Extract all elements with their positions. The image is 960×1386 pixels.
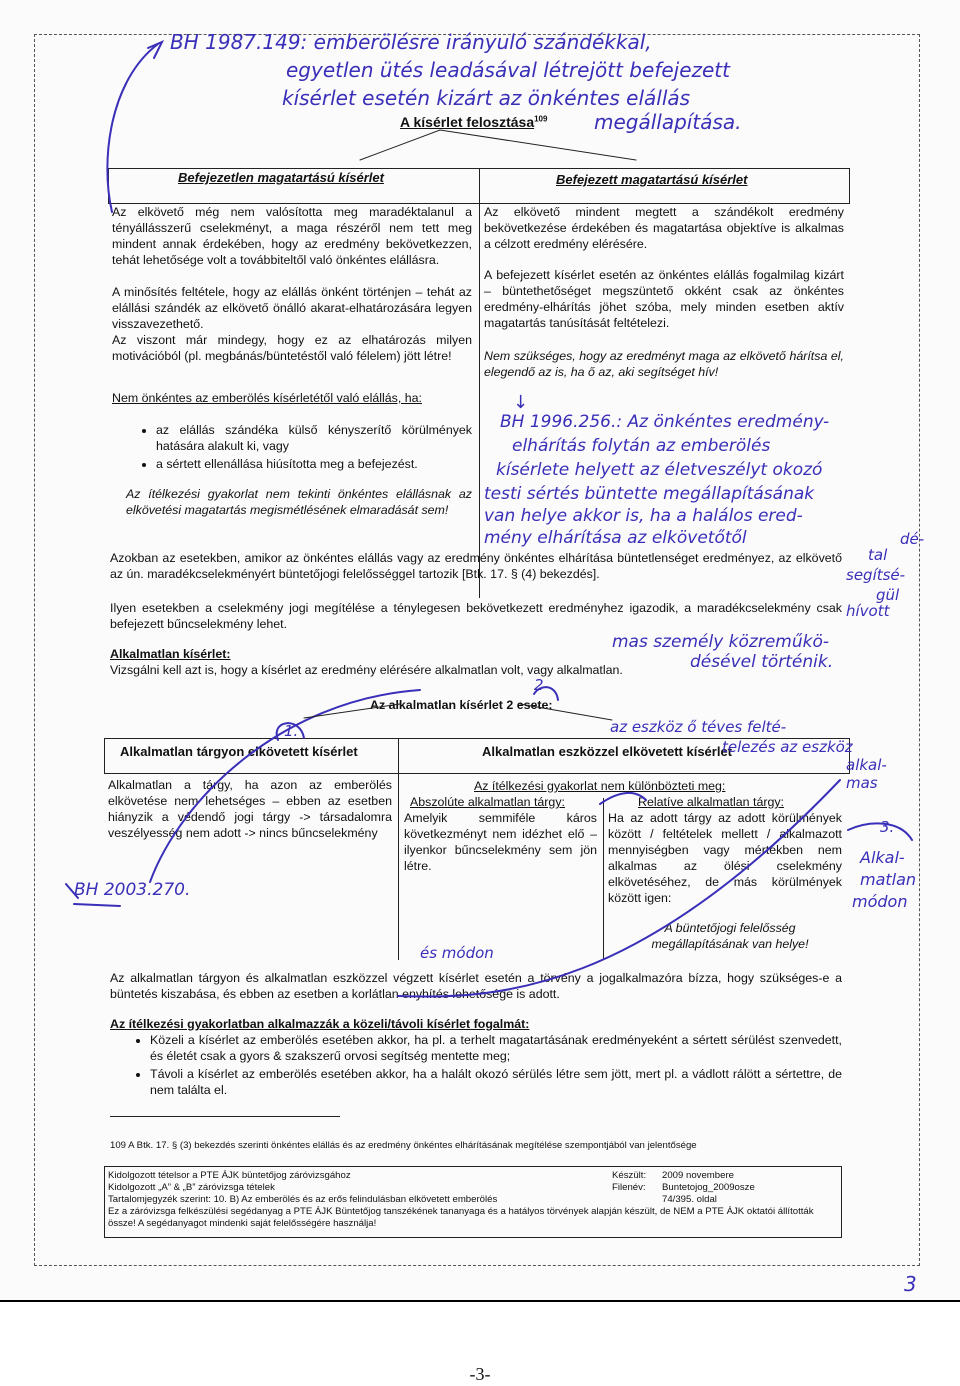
handwritten-margin-3: segítsé-: [846, 566, 906, 584]
not-voluntary-title: Nem önkéntes az emberölés kísérletétől való elállás, ha:: [112, 391, 422, 405]
two-mark: [534, 687, 558, 700]
handwritten-note-right-7: mas személy közreműkö-: [612, 632, 830, 652]
unfit-attempt-text: Vizsgálni kell azt is, hogy a kísérlet az eredmény elérésére alkalmatlan volt, vagy alkalmatlan.: [110, 663, 623, 677]
handwritten-note-top-1: BH 1987.149: emberölésre irányuló szándékkal,: [170, 30, 652, 54]
handwritten-margin-1: dé-: [900, 530, 925, 548]
arrow-bracket-top: [107, 44, 158, 212]
right-column-header: Befejezett magatartású kísérlet: [556, 172, 748, 187]
tree-right: [520, 704, 612, 720]
abs-rel-arrow: [600, 793, 646, 804]
handwritten-margin-4: gül: [876, 586, 900, 604]
handwritten-note-top-2: egyetlen ütés leadásával létrejött befejezett: [286, 58, 730, 82]
handwritten-side-2: telezés az eszköz: [722, 738, 853, 756]
unfit-attempt-title: Alkalmatlan kísérlet:: [110, 647, 231, 661]
left-column-header: Befejezetlen magatartású kísérlet: [178, 170, 384, 185]
footer-values: 2009 novembere Buntetojog_2009osze 74/395. oldal: [662, 1170, 755, 1205]
tool-intro: Az ítélkezési gyakorlat nem különbözteti meg:: [474, 779, 726, 793]
residual-paragraph: Azokban az esetekben, amikor az önkéntes elállás vagy az eredmény önkéntes elhárítása büntetlenséget eredményez, az elkövető az ún. maradékcselekményért büntetőjogi felelősséggel tartozik [Btk. 17. § (4) bekezdés].: [110, 551, 842, 581]
handwritten-note-right-6: mény elhárítása az elkövetőtől: [484, 528, 747, 548]
handwritten-side-1: az eszköz ő téves felté-: [610, 718, 787, 736]
list-item: • Közeli a kísérlet az emberölés esetében akkor, ha pl. a terhelt magatartásának eredményeként a sértett sérülést szenvedett, és életét csak a gyors & szakszerű orvosi segítség mentette meg;: [150, 1032, 842, 1064]
unfit-cases-title: Az alkalmatlan kísérlet 2 esete:: [370, 698, 553, 712]
page-title: A kísérlet felosztása$^{109}$: [400, 114, 548, 130]
footnote: 109 A Btk. 17. § (3) bekezdés szerinti önkéntes elállás és az eredmény önkéntes elhárításának megítélése szempontjából van jelentősége: [110, 1140, 697, 1151]
handwritten-number-2: 2: [534, 676, 544, 694]
handwritten-alk-1: Alkal-: [860, 848, 905, 867]
footer-disclaimer: Ez a záróvizsga felkészülési segédanyag a PTE ÁJK Büntetőjog tanszékének tananyaga és a hatályos törvények alapján készült, de NEM a PTE ÁJK oktatói állították össze! A segédanyagot mindenki saját felelősségére használja!: [108, 1206, 814, 1229]
handwritten-side-3: alkal-: [846, 756, 887, 774]
handwritten-note-right-1: BH 1996.256.: Az önkéntes eredmény-: [500, 412, 830, 432]
page-number: -3-: [469, 1364, 491, 1384]
absolute-title: Abszolúte alkalmatlan tárgy:: [410, 795, 565, 809]
handwritten-number-3: 3.: [880, 818, 895, 836]
tree-left: [304, 704, 400, 718]
list-item: • az elállás szándéka külső kényszerítő körülmények hatására alakult ki, vagy: [156, 422, 472, 454]
relative-title: Relatíve alkalmatlan tárgy:: [638, 795, 785, 809]
relative-text: Ha az adott tárgy az adott körülmények között / feltételek mellett / alkalmazott mennyiségben vagy mértékben nem alkalmas az ölési cselekmény elkövetéséhez, de más körülmények között igen:: [608, 811, 842, 905]
list-item: • Távoli a kísérlet az emberölés esetében akkor, ha a halált okozó sérülés létre sem jött, mert pl. a vádlott rálött a sértettre, de nem találta el.: [150, 1066, 842, 1098]
handwritten-page-corner: 3: [904, 1272, 917, 1296]
right-paragraph-2: A befejezett kísérlet esetén az önkéntes elállás fogalmilag kizárt – büntethetőséget megszüntető okként csak az önkéntes eredmény-elhárítás jöhet szóba, mely minden esetben aktív magatartás tanúsítását feltételezi.: [484, 268, 844, 330]
footer-keys: Készült: Filenév:: [612, 1170, 647, 1193]
bh2003-underline: [74, 904, 120, 906]
left-paragraph-1: Az elkövető még nem valósította meg maradéktalanul a tényállásszerű cselekményt, a maga részéről nem tett meg mindent annak érdekében, hogy az eredmény bekövetkezzen, tehát lehetősége volt a továbbiteltől való önkéntes elállásra.: [112, 205, 472, 267]
bh2003-tick: [66, 884, 78, 898]
handwritten-side-4: mas: [846, 774, 878, 792]
object-text: Alkalmatlan a tárgy, ha azon az emberölés elkövetése nem lehetséges – ebben az esetben hiányzik a védendő jogi tárgy -> társadalomra veszélyesség nem adott -> nincs bűncselekmény: [108, 778, 392, 840]
handwritten-note-right-3: kísérlete helyett az életveszélyt okozó: [496, 460, 823, 480]
handwritten-note-right-5: van helye akkor is, ha a halálos ered-: [484, 506, 803, 526]
bh2003-arrow: [150, 690, 420, 882]
handwritten-note-right-8: désével történik.: [690, 652, 834, 672]
handwritten-note-top-3: kísérlet esetén kizárt az önkéntes elállás: [282, 86, 691, 110]
right-paragraph-3: Nem szükséges, hogy az eredményt maga az elkövető hárítsa el, elegendő az is, ha ő az, aki segítséget hív!: [484, 349, 844, 379]
left-paragraph-3: Az viszont már mindegy, hogy ez az elhatározás milyen motivációból (pl. megbánás/büntetéstől való félelem) jött létre!: [112, 333, 472, 363]
handwritten-alk-2: matlan: [860, 870, 917, 889]
relative-note: A büntetőjogi felelősség megállapításának van helye!: [651, 921, 809, 951]
handwritten-number-1: 1.: [284, 722, 299, 740]
right-paragraph-1: Az elkövető mindent megtett a szándékolt eredmény bekövetkezése érdekében és magatartása objektíve is alkalmas a célzott eredmény elérésére.: [484, 205, 844, 251]
footer-text: Kidolgozott tételsor a PTE ÁJK büntetőjog záróvizsgához Kidolgozott „A” & „B” záróvizsga tételek Tartalomjegyzék szerint: 10. B) Az emberölés és az erős felindulásban elkövetett emberölés: [108, 1170, 498, 1205]
list-item: • a sértett ellenállása hiúsította meg a befejezést.: [156, 456, 472, 472]
heading-tree-lines: [360, 130, 636, 160]
one-circle: [277, 723, 304, 740]
left-paragraph-2: A minősítés feltétele, hogy az elállás önként történjen – tehát az elállási szándék az elkövető önálló akarat-elhatározására legyen visszavezethető.: [112, 285, 472, 331]
tool-header: Alkalmatlan eszközzel elkövetett kísérlet: [482, 744, 733, 759]
handwritten-note-top-4: megállapítása.: [594, 110, 742, 134]
italic-note: Az ítélkezési gyakorlat nem tekinti önkéntes elállásnak az elkövetési magatartás megismétlésének elmaradását sem!: [126, 487, 472, 517]
absolute-text: Amelyik semmiféle káros következményt nem idézhet elő – ilyenkor bűncselekmény sem jön létre.: [404, 811, 597, 873]
handwritten-note-right-4: testi sértés büntette megállapításának: [484, 484, 815, 504]
object-header: Alkalmatlan tárgyon elkövetett kísérlet: [120, 744, 358, 759]
eszkoz-arrow: [398, 780, 840, 997]
handwritten-margin-5: hívott: [846, 602, 890, 620]
handwritten-modon: és módon: [420, 944, 494, 962]
handwritten-margin-2: tal: [868, 546, 888, 564]
three-circle: [848, 823, 912, 840]
handwritten-note-right-2: elhárítás folytán az emberölés: [512, 436, 771, 456]
legal-judgement-paragraph: Ilyen esetekben a cselekmény jogi megítélése a ténylegesen bekövetkezett eredményhez igazodik, a maradékcselekmény csak befejezett bűncselekmény lehet.: [110, 601, 842, 631]
handwritten-arrow: ↓: [513, 392, 529, 413]
near-far-title: Az ítélkezési gyakorlatban alkalmazzák a közeli/távoli kísérlet fogalmát:: [110, 1017, 530, 1031]
bottom-paragraph: Az alkalmatlan tárgyon és alkalmatlan eszközzel végzett kísérlet esetén a törvény a jogalkalmazóra bízza, hogy szükséges-e a büntetés kiszabása, és ebben az esetben a korlátlan enyhítés lehetősége is adott.: [110, 971, 842, 1001]
handwritten-bh2003: BH 2003.270.: [74, 880, 191, 900]
page-separator: [0, 1300, 960, 1302]
handwritten-alk-3: módon: [852, 892, 908, 911]
